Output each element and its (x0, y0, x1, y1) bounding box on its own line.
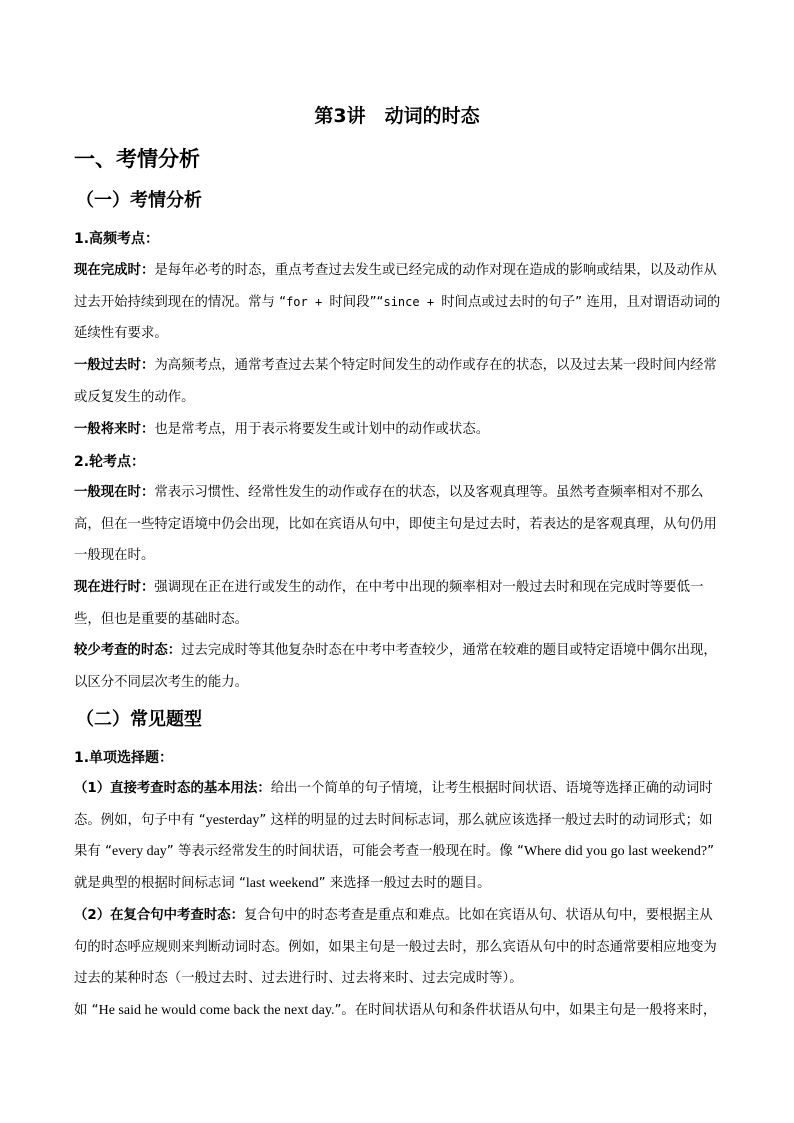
present-continuous-paragraph (74, 572, 722, 635)
basic-usage-text-4: ” 就是典型的根据时间标志词 “ (74, 844, 714, 891)
past-simple-term: 一般过去时： (74, 358, 155, 373)
future-simple-term: 一般将来时： (74, 422, 155, 437)
present-perfect-text-a: 是每年必考的时态，重点考查过去发生或已经完成的动作对现在造成的影响或结果，以及动作从过去开始持续到现在的情况。常与 “ (74, 263, 717, 310)
basic-usage-text-1: 给出一个简单的句子情境，让考生根据时间状语、语境等选择正确的动词时态。例如，句子中有 “ (74, 781, 713, 828)
future-simple-text: 也是常考点，用于表示将要发生或计划中的动作或状态。 (154, 422, 490, 437)
present-perfect-paragraph (74, 255, 722, 350)
future-simple-paragraph (74, 414, 722, 446)
english-example: He said he would come back the next day. (98, 1003, 335, 1018)
present-perfect-text-c: 时间点或过去时的句子” 连用，且对谓语动词的延续性有要求。 (74, 294, 721, 341)
past-simple-text: 为高频考点，通常考查过去某个特定时间发生的动作或存在的状态，以及过去某一段时间内经常或反复发生的动作。 (74, 358, 717, 405)
english-every-day: every day (111, 844, 167, 859)
example-text-1: 如 “ (74, 1003, 99, 1018)
rare-tense-term: 较少考查的时态： (74, 643, 182, 658)
compound-sentence-term: （2）在复合句中考查时态： (74, 908, 245, 923)
since-code: since + (383, 294, 442, 309)
for-code: for + (286, 294, 330, 309)
present-simple-paragraph (74, 477, 722, 572)
past-simple-paragraph (74, 350, 722, 413)
basic-usage-text-3: ” 等表示经常发生的时间状语，可能会考查一般现在时。像 “ (166, 844, 524, 859)
single-choice-heading: 1.单项选择题： (74, 750, 174, 766)
present-simple-term: 一般现在时： (74, 485, 155, 500)
rare-tense-text: 过去完成时等其他复杂时态在中考中考查较少，通常在较难的题目或特定语境中偶尔出现，以区分不同层次考生的能力。 (74, 643, 717, 690)
rotation-heading: 2.轮考点： (74, 454, 146, 470)
basic-usage-text-2: ” 这样的明显的过去时间标志词，那么就应该选择一般过去时的动词形式；如果有 “ (74, 812, 713, 859)
section-heading: 一、考情分析 (74, 147, 200, 171)
high-frequency-heading: 1.高频考点： (74, 231, 160, 247)
present-simple-text: 常表示习惯性、经常性发生的动作或存在的状态，以及客观真理等。虽然考查频率相对不那么高，但在一些特定语境中仍会出现，比如在宾语从句中，即使主句是过去时，若表达的是客观真理，从句仍用一般现在时。 (74, 485, 717, 563)
compound-sentence-text: 复合句中的时态考查是重点和难点。比如在宾语从句、状语从句中，要根据主从句的时态呼应规则来判断动词时态。例如，如果主句是一般过去时，那么宾语从句中的时态通常要相应地变为过去的某种时态（一般过去时、过去进行时、过去将来时、过去完成时等）。 (74, 908, 717, 986)
example-paragraph (74, 995, 722, 1027)
present-perfect-text-b: 时间段”“ (329, 294, 384, 310)
compound-sentence-paragraph (74, 900, 722, 995)
basic-usage-text-5: ” 来选择一般过去时的题目。 (318, 875, 491, 891)
present-continuous-term: 现在进行时： (74, 580, 155, 595)
present-continuous-text: 强调现在正在进行或发生的动作，在中考中出现的频率相对一般过去时和现在完成时等要低一些，但也是重要的基础时态。 (74, 580, 704, 627)
page-title: 第3讲 动词的时态 (314, 105, 480, 127)
english-question: Where did you go last weekend? (523, 844, 708, 859)
example-text-2: ”。在时间状语从句和条件状语从句中，如果主句是一般将来时， (334, 1003, 717, 1018)
subsection-heading: （一）考情分析 (76, 190, 202, 211)
present-perfect-term: 现在完成时： (74, 263, 155, 278)
basic-usage-term: （1）直接考查时态的基本用法： (74, 781, 271, 796)
rare-tense-paragraph (74, 635, 722, 698)
english-yesterday: yesterday (205, 812, 260, 828)
english-last-weekend: last weekend (245, 875, 319, 891)
basic-usage-paragraph (74, 773, 722, 899)
subsection-heading-2: （二）常见题型 (76, 709, 202, 730)
